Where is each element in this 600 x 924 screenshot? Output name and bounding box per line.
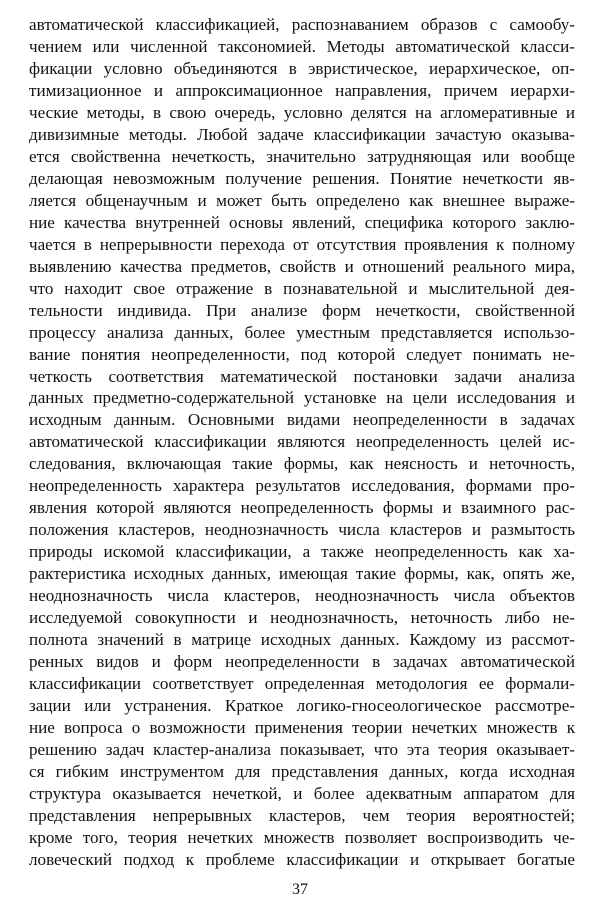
text-line: дивизимные методы. Любой задаче классификации зачастую оказыва-	[29, 124, 575, 144]
text-line: чается в непрерывности перехода от отсутствия проявления к полному	[29, 234, 575, 254]
text-line: явления которой являются неопределенность формы и взаимного рас-	[29, 498, 575, 518]
text-line: неопределенность характера результатов исследования, формами про-	[29, 476, 575, 496]
text-line: исследуемой совокупности и неоднозначность, неточность либо не-	[29, 608, 575, 628]
text-line: ляется общенаучным и может быть определено как внешнее выраже-	[29, 190, 575, 210]
text-line: ческие методы, в свою очередь, условно делятся на агломеративные и	[29, 102, 575, 122]
text-line: исходным данным. Основными видами неопределенности в задачах	[29, 410, 575, 430]
text-line: что находит свое отражение в познавательной и мыслительной дея-	[29, 278, 575, 298]
text-line: тельности индивида. При анализе форм нечеткости, свойственной	[29, 300, 575, 320]
text-line: неоднозначность числа кластеров, неоднозначность числа объектов	[29, 586, 575, 606]
text-line: следования, включающая такие формы, как неясность и неточность,	[29, 454, 575, 474]
text-line: структура оказывается нечеткой, и более адекватным аппаратом для	[29, 783, 575, 803]
text-line: кроме того, теория нечетких множеств позволяет воспроизводить че-	[29, 827, 575, 847]
text-line: четкость соответствия математической постановки задачи анализа	[29, 366, 575, 386]
text-line: решению задач кластер-анализа показывает, что эта теория оказывает-	[29, 739, 575, 759]
text-line: представления непрерывных кластеров, чем теория вероятностей;	[29, 805, 575, 825]
text-line: выявлению качества предметов, свойств и отношений реального мира,	[29, 256, 575, 276]
text-line: чением или численной таксономией. Методы автоматической класси-	[29, 36, 575, 56]
text-line: делающая невозможным получение решения. Понятие нечеткости яв-	[29, 168, 575, 188]
text-line: рактеристика исходных данных, имеющая такие формы, как, опять же,	[29, 564, 575, 584]
text-line: ся гибким инструментом для представления данных, когда исходная	[29, 761, 575, 781]
text-line: природы искомой классификации, а также неопределенность как ха-	[29, 542, 575, 562]
page-number: 37	[292, 881, 308, 898]
text-line: процессу анализа данных, более уместным представляется использо-	[29, 322, 575, 342]
text-line: автоматической классификацией, распознаванием образов с самообу-	[29, 15, 575, 34]
text-line: тимизационное и аппроксимационное направления, причем иерархи-	[29, 80, 575, 100]
text-line: классификации соответствует определенная методология ее формали-	[29, 674, 575, 694]
text-line: ется свойственна нечеткость, значительно затрудняющая или вообще	[29, 146, 575, 166]
text-line: фикации условно объединяются в эвристическое, иерархическое, оп-	[29, 58, 575, 78]
text-line: полнота значений в матрице исходных данных. Каждому из рассмот-	[29, 630, 575, 650]
text-line: ловеческий подход к проблеме классификации и открывает богатые	[29, 849, 575, 869]
text-line: ние качества внутренней основы явлений, специфика которого заклю-	[29, 212, 575, 232]
text-line: автоматической классификации являются неопределенность целей ис-	[29, 432, 575, 452]
text-line: вание понятия неопределенности, под которой следует понимать не-	[29, 344, 575, 364]
text-line: ренных видов и форм неопределенности в задачах автоматической	[29, 652, 575, 672]
text-line: зации или устранения. Краткое логико-гносеологическое рассмотре-	[29, 696, 575, 716]
text-line: ние вопроса о возможности применения теории нечетких множеств к	[29, 718, 575, 737]
text-line: положения кластеров, неоднозначность числа кластеров и размытость	[29, 520, 575, 540]
text-line: данных предметно-содержательной установке на цели исследования и	[29, 388, 575, 408]
body-text	[29, 14, 575, 871]
